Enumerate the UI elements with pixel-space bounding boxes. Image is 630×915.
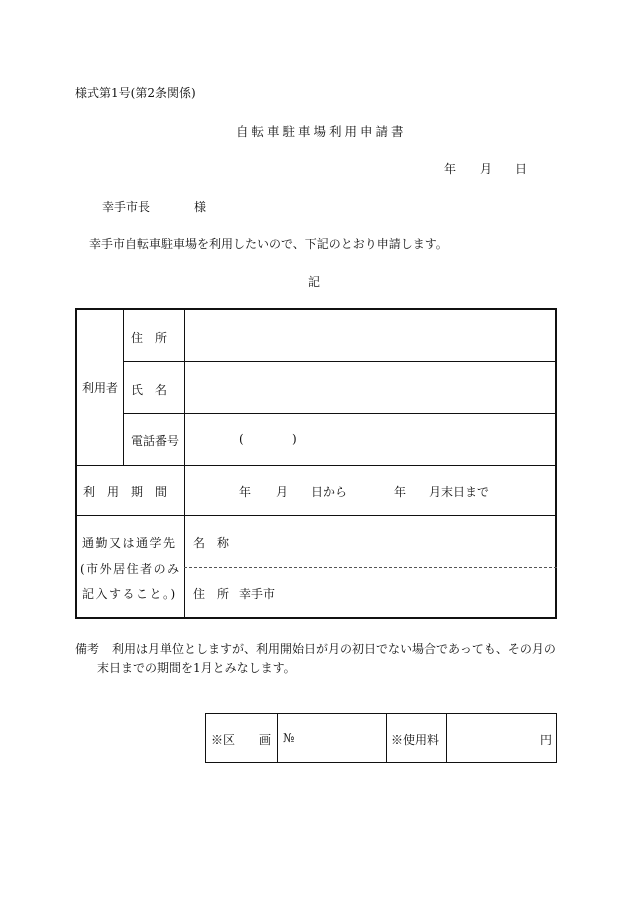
addressee-honorific: 様 — [194, 200, 207, 214]
form-number: 様式第1号(第2条関係) — [75, 86, 196, 100]
table-divider — [123, 413, 557, 414]
application-table — [75, 308, 557, 619]
table-divider — [77, 515, 557, 516]
addressee-name: 幸手市長 — [102, 200, 151, 214]
period-day-from: 日から — [311, 485, 348, 499]
commute-label-line2: (市外居住者のみ — [80, 562, 181, 576]
name-field[interactable] — [185, 363, 557, 413]
date-day: 日 — [515, 162, 528, 176]
table-dashed-divider — [184, 567, 557, 568]
commute-address-value: 幸手市 — [239, 587, 276, 601]
commute-address-label: 住 所 — [193, 587, 230, 601]
commute-name-field[interactable] — [185, 517, 557, 566]
commute-name-label: 名 称 — [193, 536, 230, 550]
section-label: ※区 画 — [211, 733, 272, 747]
yen-unit: 円 — [540, 733, 553, 747]
period-year-2: 年 — [394, 485, 407, 499]
commute-address-field[interactable] — [185, 569, 557, 619]
fee-amount-field[interactable] — [447, 715, 555, 761]
remarks-label: 備考 — [75, 642, 100, 656]
period-month-1: 月 — [276, 485, 289, 499]
section-number-field[interactable] — [278, 715, 386, 761]
ki-heading: 記 — [308, 275, 321, 289]
user-label: 利用者 — [82, 381, 119, 395]
remarks-line2: 末日までの期間を1月とみなします。 — [97, 661, 296, 675]
fee-table-divider — [386, 714, 387, 762]
period-year-1: 年 — [239, 485, 252, 499]
fee-table — [205, 713, 557, 763]
date-year: 年 — [444, 162, 457, 176]
table-divider — [123, 361, 557, 362]
date-month: 月 — [480, 162, 493, 176]
period-label: 利 用 期 間 — [83, 485, 168, 499]
name-label: 氏 名 — [131, 383, 168, 397]
address-field[interactable] — [185, 311, 557, 361]
commute-label-line3: 記入すること。) — [82, 587, 177, 601]
intro-text: 幸手市自転車駐車場を利用したいので、下記のとおり申請します。 — [89, 237, 448, 251]
remarks-line1: 利用は月単位としますが、利用開始日が月の初日でない場合であっても、その月の — [112, 642, 556, 656]
phone-paren-close: ) — [292, 432, 297, 446]
document-title: 自転車駐車場利用申請書 — [236, 124, 407, 139]
phone-label: 電話番号 — [131, 434, 180, 448]
table-divider — [123, 310, 124, 465]
phone-paren-open: ( — [239, 432, 244, 446]
address-label: 住 所 — [131, 331, 168, 345]
number-label: № — [283, 731, 295, 745]
table-divider — [77, 465, 557, 466]
commute-label-line1: 通勤又は通学先 — [82, 536, 177, 550]
fee-label: ※使用料 — [391, 733, 440, 747]
period-month-end: 月末日まで — [429, 485, 490, 499]
